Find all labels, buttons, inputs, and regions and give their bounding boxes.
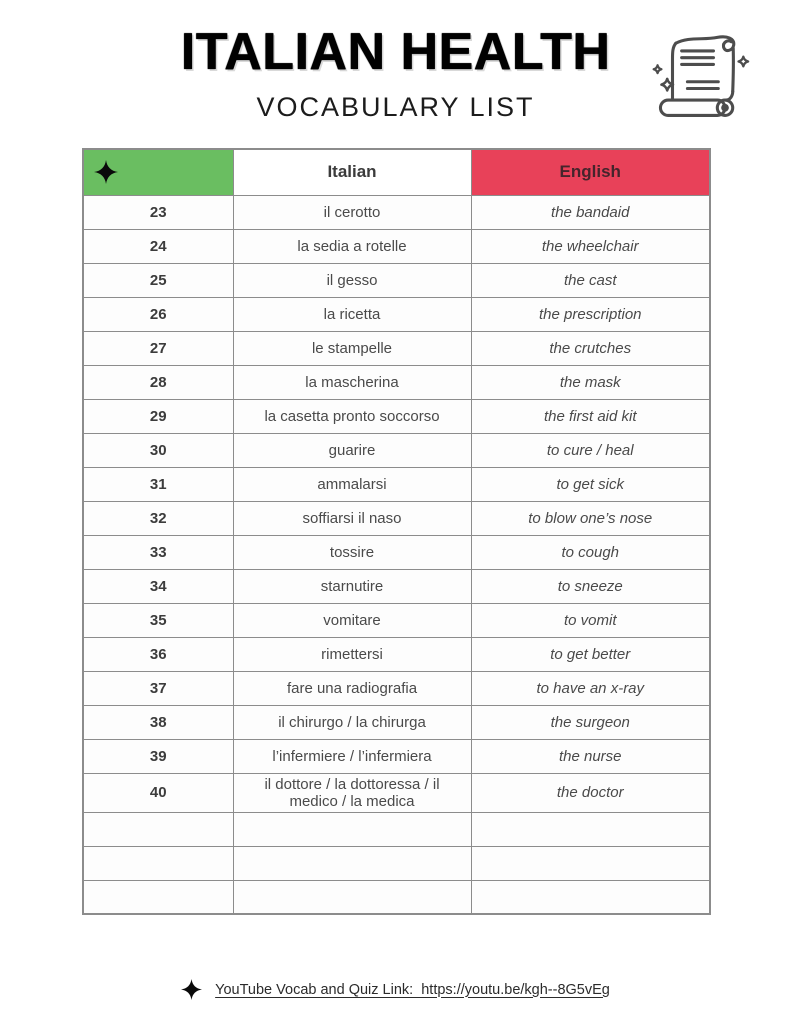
row-number-cell: [83, 846, 233, 880]
table-row: [83, 535, 710, 569]
english-cell: to have an x-ray: [471, 671, 710, 705]
table-row: [83, 399, 710, 433]
italian-cell: il gesso: [233, 263, 471, 297]
row-number-cell: 36: [83, 637, 233, 671]
english-column-header: English: [471, 149, 710, 195]
row-number-cell: [83, 880, 233, 914]
footer: [0, 979, 791, 1000]
row-number-cell: 40: [83, 773, 233, 812]
row-number-cell: 26: [83, 297, 233, 331]
italian-cell: rimettersi: [233, 637, 471, 671]
row-number-cell: 30: [83, 433, 233, 467]
table-row: [83, 195, 710, 229]
sparkle-star-icon: [181, 979, 202, 1000]
table-row: [83, 297, 710, 331]
english-cell: the mask: [471, 365, 710, 399]
italian-cell: [233, 812, 471, 846]
row-number-cell: 33: [83, 535, 233, 569]
italian-cell: il chirurgo / la chirurga: [233, 705, 471, 739]
italian-cell: la ricetta: [233, 297, 471, 331]
row-number-cell: 34: [83, 569, 233, 603]
english-cell: the doctor: [471, 773, 710, 812]
table-header-row: [83, 149, 710, 195]
english-cell: to cough: [471, 535, 710, 569]
english-cell: [471, 812, 710, 846]
english-cell: the wheelchair: [471, 229, 710, 263]
table-row: [83, 773, 710, 812]
italian-column-header: Italian: [233, 149, 471, 195]
row-number-cell: [83, 812, 233, 846]
english-cell: the first aid kit: [471, 399, 710, 433]
table-row: [83, 263, 710, 297]
english-cell: to blow one’s nose: [471, 501, 710, 535]
english-cell: the crutches: [471, 331, 710, 365]
sparkle-star-icon: [94, 160, 118, 184]
table-row: [83, 739, 710, 773]
english-cell: to vomit: [471, 603, 710, 637]
italian-cell: soffiarsi il naso: [233, 501, 471, 535]
row-number-cell: 35: [83, 603, 233, 637]
italian-cell: fare una radiografia: [233, 671, 471, 705]
english-cell: to sneeze: [471, 569, 710, 603]
english-cell: to cure / heal: [471, 433, 710, 467]
italian-cell: la casetta pronto soccorso: [233, 399, 471, 433]
italian-cell: tossire: [233, 535, 471, 569]
english-cell: the surgeon: [471, 705, 710, 739]
table-row: [83, 705, 710, 739]
english-cell: the bandaid: [471, 195, 710, 229]
english-cell: the prescription: [471, 297, 710, 331]
table-body: [83, 195, 710, 914]
table-row: [83, 846, 710, 880]
italian-cell: il dottore / la dottoressa / il medico / la medica: [233, 773, 471, 812]
youtube-link[interactable]: YouTube Vocab and Quiz Link: https://youtu.be/kgh--8G5vEg: [215, 981, 610, 998]
table-row: [83, 501, 710, 535]
row-number-cell: 23: [83, 195, 233, 229]
scroll-icon: [646, 24, 752, 126]
english-cell: the cast: [471, 263, 710, 297]
row-number-cell: 39: [83, 739, 233, 773]
italian-cell: la mascherina: [233, 365, 471, 399]
row-number-cell: 25: [83, 263, 233, 297]
table-row: [83, 467, 710, 501]
table-row: [83, 671, 710, 705]
table-row: [83, 880, 710, 914]
italian-cell: [233, 846, 471, 880]
english-cell: the nurse: [471, 739, 710, 773]
row-number-cell: 37: [83, 671, 233, 705]
row-number-cell: 31: [83, 467, 233, 501]
page-subtitle: VOCABULARY LIST: [256, 92, 535, 122]
row-number-cell: 27: [83, 331, 233, 365]
table-row: [83, 637, 710, 671]
table-row: [83, 603, 710, 637]
italian-cell: vomitare: [233, 603, 471, 637]
vocab-table: [82, 148, 711, 915]
table-row: [83, 433, 710, 467]
italian-cell: le stampelle: [233, 331, 471, 365]
italian-cell: ammalarsi: [233, 467, 471, 501]
row-number-cell: 28: [83, 365, 233, 399]
italian-cell: il cerotto: [233, 195, 471, 229]
table-row: [83, 365, 710, 399]
page-title: ITALIAN HEALTH: [180, 23, 611, 81]
italian-cell: la sedia a rotelle: [233, 229, 471, 263]
italian-cell: [233, 880, 471, 914]
english-cell: to get better: [471, 637, 710, 671]
table-row: [83, 331, 710, 365]
row-number-cell: 24: [83, 229, 233, 263]
italian-cell: l’infermiere / l’infermiera: [233, 739, 471, 773]
number-column-header: [83, 149, 233, 195]
table-row: [83, 229, 710, 263]
row-number-cell: 29: [83, 399, 233, 433]
row-number-cell: 38: [83, 705, 233, 739]
english-cell: to get sick: [471, 467, 710, 501]
table-row: [83, 569, 710, 603]
row-number-cell: 32: [83, 501, 233, 535]
italian-cell: starnutire: [233, 569, 471, 603]
english-cell: [471, 846, 710, 880]
english-cell: [471, 880, 710, 914]
table-row: [83, 812, 710, 846]
italian-cell: guarire: [233, 433, 471, 467]
